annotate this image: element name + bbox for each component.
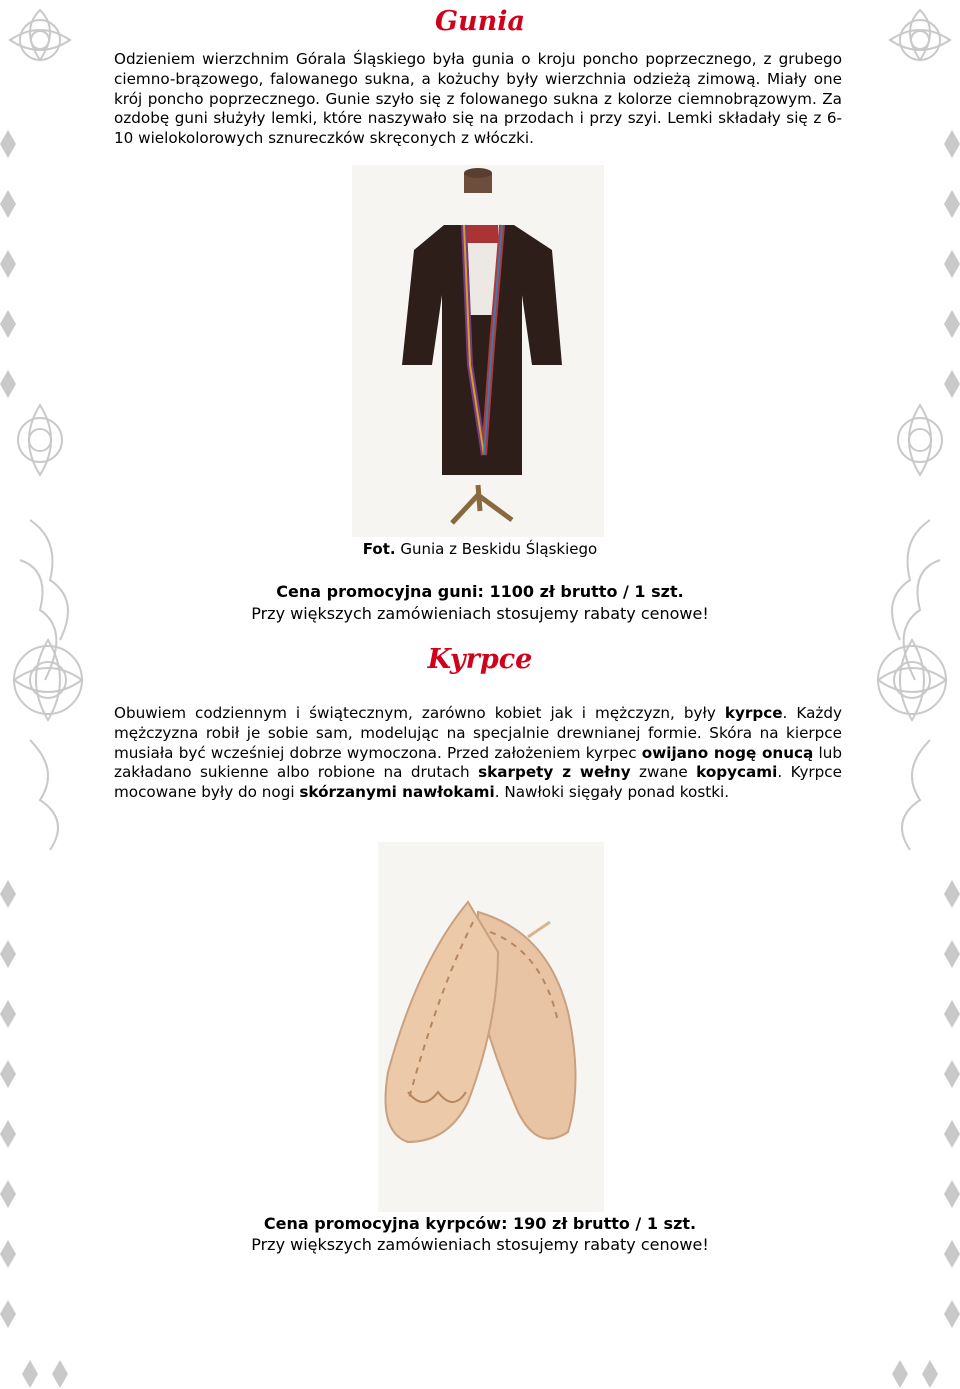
kyrpce-bold-4: kopycami	[696, 763, 778, 782]
gunia-photo	[352, 165, 604, 537]
kyrpce-bold-3: skarpety z wełny	[478, 763, 631, 782]
kyrpce-shoes-image	[378, 842, 604, 1212]
kyrpce-text-1: Obuwiem codziennym i świątecznym, zarówno kobiet jak i mężczyzn, były	[114, 704, 725, 722]
caption-prefix: Fot.	[362, 540, 396, 558]
kyrpce-discount-note: Przy większych zamówieniach stosujemy rabaty cenowe!	[251, 1235, 709, 1254]
gunia-price: Cena promocyjna guni: 1100 zł brutto / 1 szt.	[276, 582, 684, 601]
kyrpce-text-5: . Kyrpce mocowane były do nogi	[114, 763, 843, 802]
gunia-discount-note: Przy większych zamówieniach stosujemy rabaty cenowe!	[251, 604, 709, 623]
kyrpce-text-6: . Nawłoki sięgały ponad kostki.	[494, 783, 730, 802]
kyrpce-photo	[378, 842, 604, 1212]
kyrpce-text-3: lub zakładano sukienne albo robione na drutach	[114, 743, 842, 782]
kyrpce-bold-2: owijano nogę onucą	[641, 743, 814, 762]
gunia-title: Gunia	[434, 6, 526, 37]
kyrpce-price: Cena promocyjna kyrpców: 190 zł brutto / 1 szt.	[263, 1214, 697, 1233]
left-ornament-border	[0, 0, 110, 1389]
gunia-caption	[0, 540, 960, 558]
kyrpce-description	[114, 704, 842, 803]
kyrpce-title: Kyrpce	[427, 644, 533, 675]
kyrpce-text-4: zwane	[630, 763, 697, 782]
gunia-coat-image	[352, 165, 604, 537]
kyrpce-bold-1: kyrpce	[724, 704, 783, 722]
kyrpce-text-2: . Każdy mężczyzna robił je sobie sam, modelując na specjalnie drewnianej formie. Skóra na kierpce musiała być wcześniej dobrze wymoczona. Przed założeniem kyrpec	[114, 704, 842, 762]
gunia-description: Odzieniem wierzchnim Górala Śląskiego była gunia o kroju poncho poprzecznego, z grubego ciemno-brązowego, falowanego sukna, a kożuchy były wierzchnia odzieżą zimową. Miały one krój poncho poprzecznego. Gunie szyło się z folowanego sukna z kolorze ciemnobrązowym. Za ozdobę guni służyły lemki, które naszywało się na przodach i przy szyi. Lemki składały się z 6-10 wielokolorowych sznureczków skręconych z włóczki.	[114, 50, 842, 148]
caption-text: Gunia z Beskidu Śląskiego	[395, 540, 598, 558]
kyrpce-bold-5: skórzanymi nawłokami	[299, 783, 495, 802]
right-ornament-border	[850, 0, 960, 1389]
